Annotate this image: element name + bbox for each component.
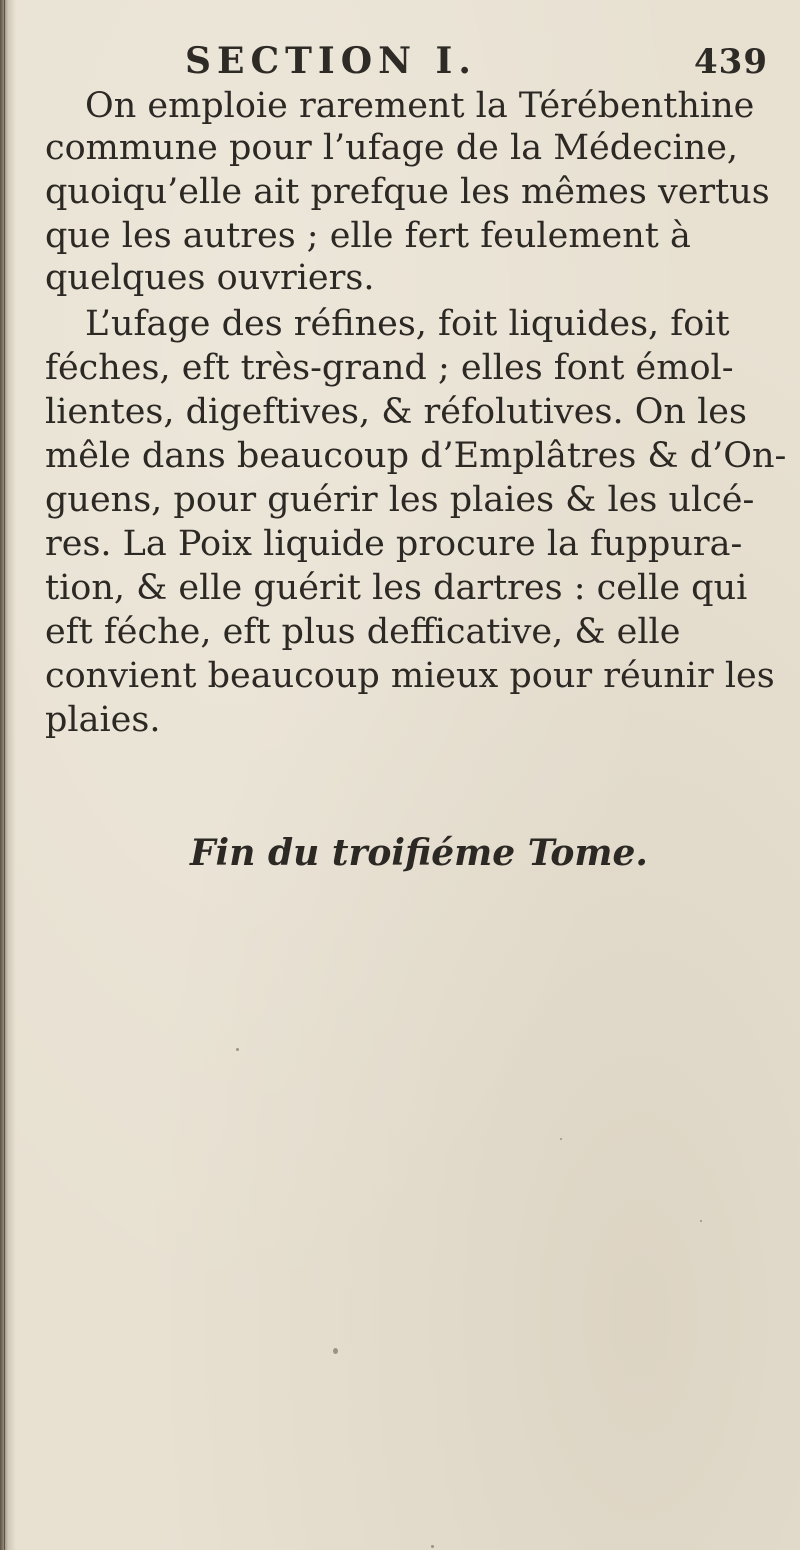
page-header xyxy=(0,12,800,82)
text-line: quoiqu’elle ait prefque les mêmes vertus xyxy=(45,172,770,212)
text-line: lientes, digeftives, & réfolutives. On les xyxy=(45,392,747,432)
closing-note: Fin du troifiéme Tome. xyxy=(190,832,648,874)
text-line: féches, eft très-grand ; elles font émol- xyxy=(45,348,734,388)
paper-speck xyxy=(700,1220,702,1222)
text-line: guens, pour guérir les plaies & les ulcé- xyxy=(45,480,755,520)
text-line: que les autres ; elle fert feulement à xyxy=(45,216,691,256)
text-line: commune pour l’ufage de la Médecine, xyxy=(45,128,739,168)
paper-speck xyxy=(236,1048,239,1051)
paper-speck xyxy=(333,1348,338,1354)
text-line: mêle dans beaucoup d’Emplâtres & d’On- xyxy=(45,436,787,476)
page-gutter xyxy=(0,0,16,1550)
text-line: eft féche, eft plus defficative, & elle xyxy=(45,612,681,652)
text-line: tion, & elle guérit les dartres : celle qui xyxy=(45,568,748,608)
paper-speck xyxy=(560,1138,562,1140)
paper-speck xyxy=(431,1545,434,1548)
text-line: res. La Poix liquide procure la fuppura- xyxy=(45,524,743,564)
gutter-edge xyxy=(4,0,5,1550)
text-line: plaies. xyxy=(45,700,161,740)
text-line: quelques ouvriers. xyxy=(45,258,375,298)
page-number: 439 xyxy=(694,42,768,82)
running-head: SECTION I. xyxy=(185,40,477,82)
text-line: L’ufage des réfines, foit liquides, foit xyxy=(85,304,730,344)
text-line: convient beaucoup mieux pour réunir les xyxy=(45,656,775,696)
text-line: On emploie rarement la Térébenthine xyxy=(85,86,755,126)
